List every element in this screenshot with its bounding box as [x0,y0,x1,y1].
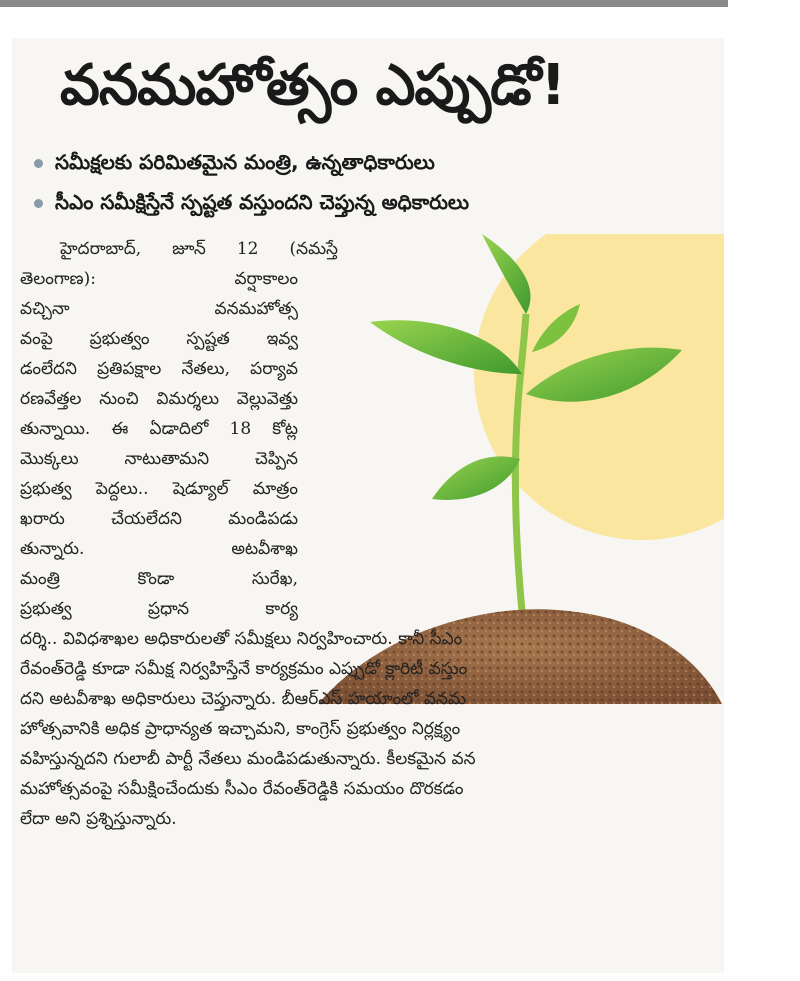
body-line: వంపై ప్రభుత్వం స్పష్టత ఇవ్వ [20,329,298,349]
body-line: మంత్రి కొండా సురేఖ, [20,569,298,589]
body-line: హైదరాబాద్, జూన్ 12 (నమస్తే [60,239,338,259]
body-line: వహిస్తున్నదని గులాబీ పార్టీ నేతలు మండిపడుతున్నారు. కీలకమైన వన [20,749,476,769]
body-line: మొక్కలు నాటుతామని చెప్పిన [20,449,298,469]
subheading-item [34,182,724,222]
article-headline: వనమహోత్సం ఎప్పుడో! [60,53,565,118]
bullet-dot-icon [34,159,43,168]
body-line: రణవేత్తల నుంచి విమర్శలు వెల్లువెత్తు [20,389,298,409]
subheading-list [34,142,724,222]
body-line: తున్నాయి. ఈ ఏడాదిలో 18 కోట్ల [20,419,298,439]
body-line: తెలంగాణ): వర్షాకాలం [20,269,298,289]
body-line: తున్నారు. అటవీశాఖ [20,539,298,559]
news-clipping [12,38,724,973]
body-line: దని అటవీశాఖ అధికారులు చెప్తున్నారు. బీఆర్‌ఎస్ హయాంలో వనమ [20,689,466,709]
body-line: డంలేదని ప్రతిపక్షాల నేతలు, పర్యావ [20,359,298,379]
bullet-dot-icon [34,199,43,208]
body-line: ప్రభుత్వ ప్రధాన కార్య [20,599,298,619]
subheading-text: సీఎం సమీక్షిస్తేనే స్పష్టత వస్తుందని చెప్తున్న అధికారులు [55,190,469,214]
body-line: మహోత్సవంపై సమీక్షించేందుకు సీఎం రేవంత్‌రెడ్డికి సమయం దొరకడం [20,779,464,799]
body-line: రేవంత్‌రెడ్డి కూడా సమీక్ష నిర్వహిస్తేనే కార్యక్రమం ఎప్పుడో క్లారిటీ వస్తుం [20,659,468,679]
body-line: హోత్సవానికి అధిక ప్రాధాన్యత ఇచ్చామని, కాంగ్రెస్ ప్రభుత్వం నిర్లక్ష్యం [20,719,461,739]
body-line: వచ్చినా వనమహోత్స [20,299,298,319]
body-line: దర్శి.. వివిధశాఖల అధికారులతో సమీక్షలు నిర్వహించారు. కానీ సీఎం [20,629,463,649]
subheading-item [34,142,724,182]
body-line: ఖరారు చేయలేదని మండిపడు [20,509,298,529]
article-body [20,234,724,834]
body-line: లేదా అని ప్రశ్నిస్తున్నారు. [20,809,177,829]
page-top-border [0,0,728,7]
body-line: ప్రభుత్వ పెద్దలు.. షెడ్యూల్ మాత్రం [20,479,298,499]
subheading-text: సమీక్షలకు పరిమితమైన మంత్రి, ఉన్నతాధికారులు [55,150,435,174]
